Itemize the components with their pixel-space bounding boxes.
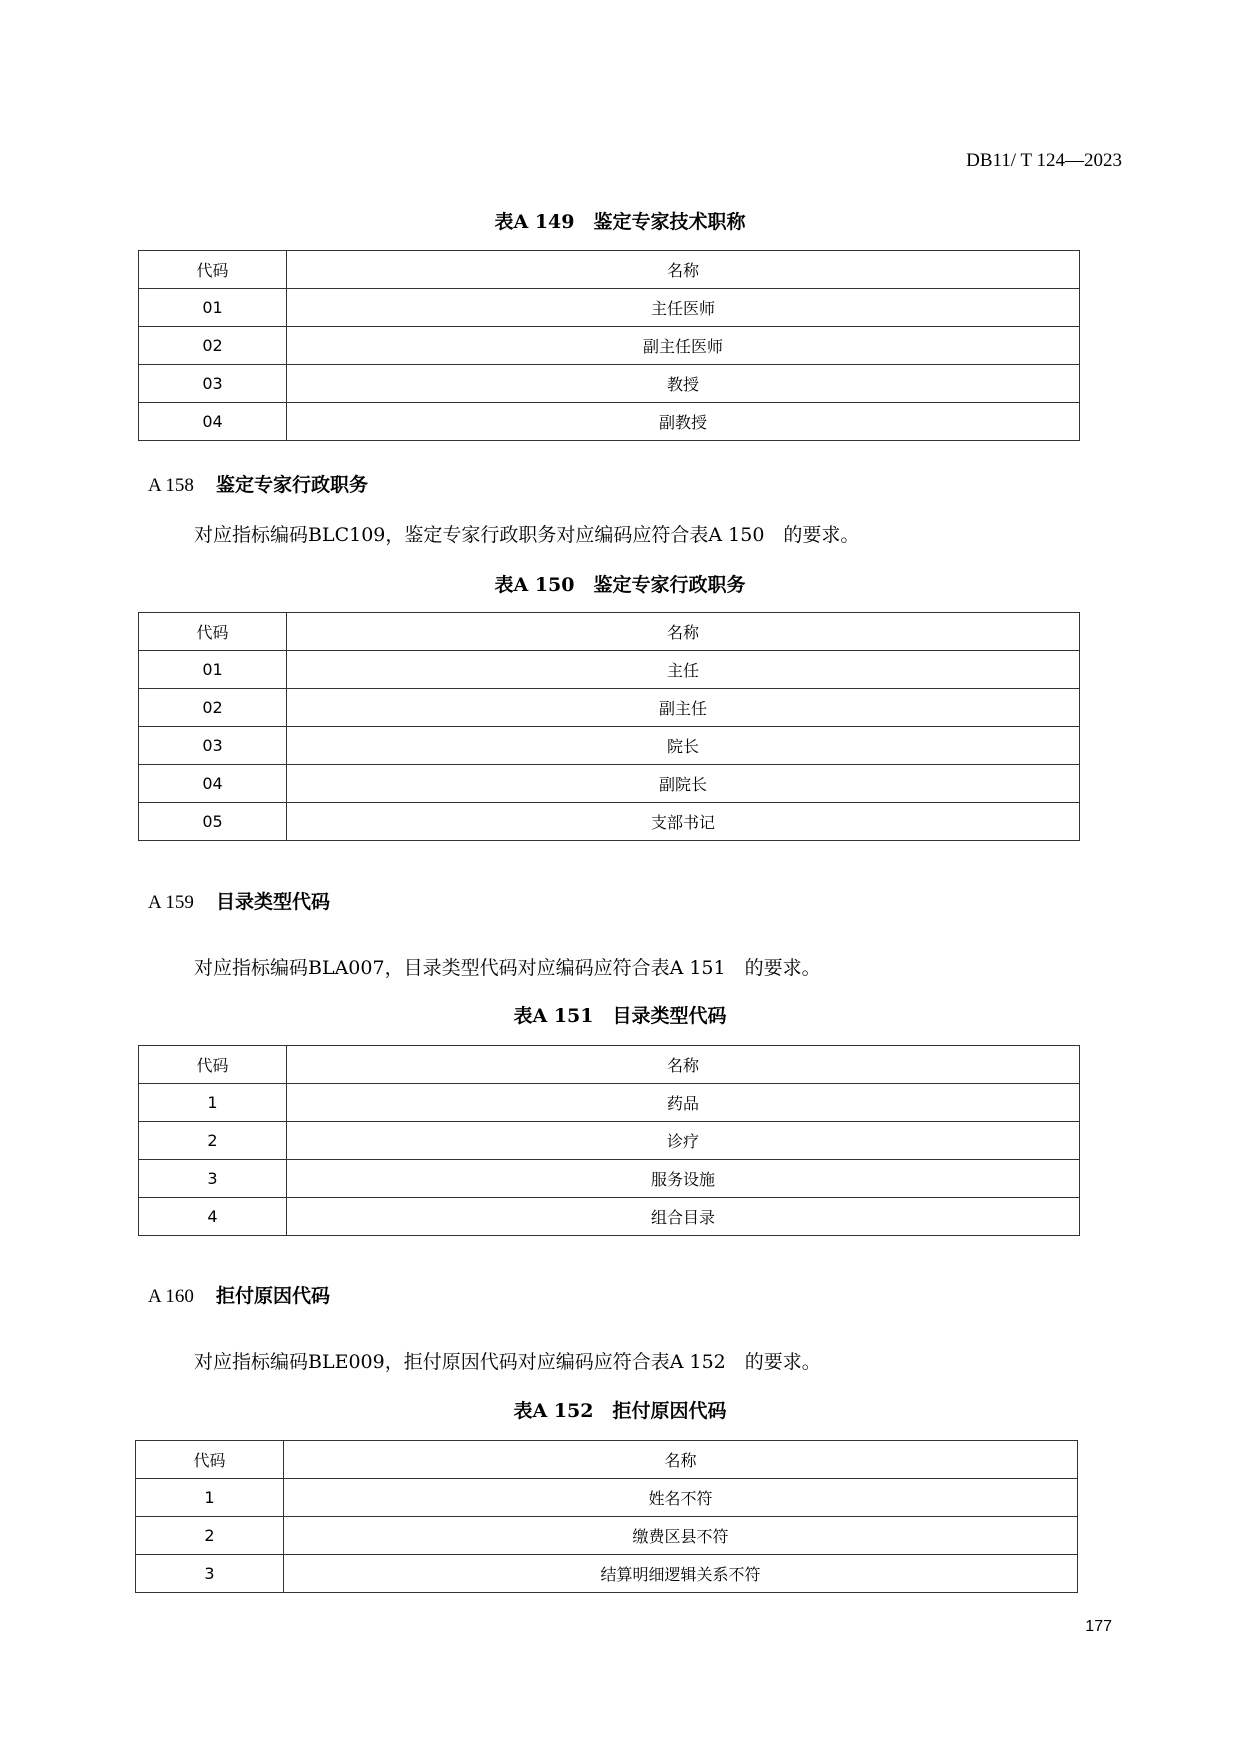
code-table-catalog-type [138,1045,1080,1236]
table-caption: 表A 151 目录类型代码 [513,1005,727,1027]
name-cell: 副教授 [287,403,1080,441]
code-cell: 02 [139,689,287,727]
table-header-row [136,1441,1078,1479]
table-row [139,327,1080,365]
table-row [139,1198,1080,1236]
table-caption: 表A 149 鉴定专家技术职称 [494,211,746,233]
section-paragraph: 对应指标编码BLE009，拒付原因代码对应编码应符合表A 152 的要求。 [194,1351,821,1373]
name-cell: 副院长 [287,765,1080,803]
code-cell: 3 [136,1555,284,1593]
name-cell: 服务设施 [287,1160,1080,1198]
section-number: A 159 [148,892,194,913]
section-paragraph: 对应指标编码BLA007，目录类型代码对应编码应符合表A 151 的要求。 [194,957,821,979]
table-row [139,1160,1080,1198]
column-header-code: 代码 [136,1441,284,1479]
section-heading [148,470,368,497]
code-cell: 04 [139,765,287,803]
table-caption: 表A 152 拒付原因代码 [513,1400,727,1422]
code-cell: 05 [139,803,287,841]
table-row [139,1084,1080,1122]
code-cell: 1 [136,1479,284,1517]
table-row [139,689,1080,727]
table-header-row [139,1046,1080,1084]
name-cell: 姓名不符 [284,1479,1078,1517]
section-number: A 158 [148,475,194,496]
column-header-code: 代码 [139,1046,287,1084]
name-cell: 组合目录 [287,1198,1080,1236]
name-cell: 支部书记 [287,803,1080,841]
name-cell: 结算明细逻辑关系不符 [284,1555,1078,1593]
standard-number: DB11/ T 124—2023 [966,150,1122,171]
code-cell: 01 [139,651,287,689]
section-paragraph: 对应指标编码BLC109，鉴定专家行政职务对应编码应符合表A 150 的要求。 [194,524,860,546]
table-row [136,1555,1078,1593]
code-cell: 03 [139,365,287,403]
table-row [139,403,1080,441]
section-heading [148,887,330,914]
column-header-name: 名称 [287,251,1080,289]
name-cell: 缴费区县不符 [284,1517,1078,1555]
table-row [139,651,1080,689]
table-header-row [139,251,1080,289]
name-cell: 药品 [287,1084,1080,1122]
column-header-name: 名称 [284,1441,1078,1479]
code-cell: 2 [136,1517,284,1555]
table-row [139,365,1080,403]
table-row [139,765,1080,803]
column-header-name: 名称 [287,613,1080,651]
code-cell: 3 [139,1160,287,1198]
code-table-administrative-post [138,612,1080,841]
column-header-code: 代码 [139,251,287,289]
code-cell: 04 [139,403,287,441]
name-cell: 诊疗 [287,1122,1080,1160]
code-table-technical-title [138,250,1080,441]
section-number: A 160 [148,1286,194,1307]
table-row [139,803,1080,841]
section-heading [148,1281,330,1308]
code-cell: 02 [139,327,287,365]
name-cell: 主任 [287,651,1080,689]
page-number: 177 [1085,1618,1112,1635]
name-cell: 院长 [287,727,1080,765]
section-title: 鉴定专家行政职务 [215,474,368,496]
name-cell: 主任医师 [287,289,1080,327]
name-cell: 教授 [287,365,1080,403]
table-row [139,1122,1080,1160]
section-title: 拒付原因代码 [215,1285,330,1307]
table-row [136,1517,1078,1555]
table-row [139,727,1080,765]
column-header-name: 名称 [287,1046,1080,1084]
code-cell: 2 [139,1122,287,1160]
column-header-code: 代码 [139,613,287,651]
table-row [136,1479,1078,1517]
table-caption: 表A 150 鉴定专家行政职务 [494,574,746,596]
code-cell: 01 [139,289,287,327]
name-cell: 副主任医师 [287,327,1080,365]
code-table-refusal-reason [135,1440,1078,1593]
table-row [139,289,1080,327]
code-cell: 1 [139,1084,287,1122]
name-cell: 副主任 [287,689,1080,727]
code-cell: 4 [139,1198,287,1236]
table-header-row [139,613,1080,651]
code-cell: 03 [139,727,287,765]
section-title: 目录类型代码 [215,891,330,913]
